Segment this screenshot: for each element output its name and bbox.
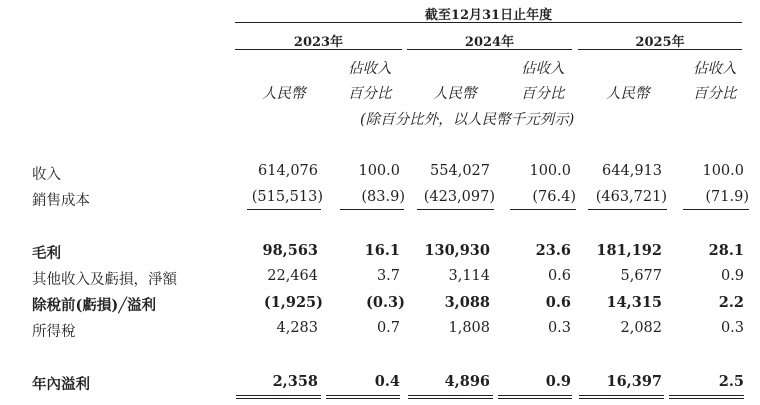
cell-other-2024-pct: 0.6 — [547, 268, 571, 284]
row-label-profit-for-year: 年內溢利 — [32, 376, 90, 393]
pct-header-line1-2023: 佔收入 — [348, 61, 392, 77]
subtotal-rule-2023-rmb — [247, 209, 321, 210]
year-header-2023: 2023年 — [293, 35, 344, 50]
pct-header-line2-2023: 百分比 — [348, 86, 392, 102]
cell-pbt-2023-rmb: (1,925) — [263, 294, 323, 311]
cell-other-2023-pct: 3.7 — [376, 268, 400, 284]
subtotal-rule-2025-pct — [683, 209, 749, 210]
cell-profit-2025-pct: 2.5 — [718, 373, 744, 390]
cell-other-2025-pct: 0.9 — [720, 268, 744, 284]
cell-other-2024-rmb: 3,114 — [448, 268, 490, 284]
period-header: 截至12月31日止年度 — [424, 8, 553, 23]
row-label-other-income: 其他收入及虧損，淨額 — [32, 272, 177, 288]
year-rule-2025 — [578, 49, 742, 50]
cell-tax-2025-rmb: 2,082 — [620, 320, 662, 336]
cell-tax-2023-pct: 0.7 — [376, 320, 400, 336]
subtotal-rule-2023-pct — [340, 209, 404, 210]
period-header-rule — [235, 22, 742, 23]
rmb-header-2025: 人民幣 — [606, 86, 650, 102]
cell-cost-2023-pct: (83.9) — [361, 189, 405, 205]
year-rule-2023 — [235, 49, 402, 50]
cell-gross-2024-rmb: 130,930 — [424, 242, 490, 259]
pct-header-line2-2024: 百分比 — [521, 86, 565, 102]
cell-other-2025-rmb: 5,677 — [620, 268, 662, 284]
cell-gross-2025-rmb: 181,192 — [596, 242, 662, 259]
cell-cost-2023-rmb: (515,513) — [251, 189, 323, 205]
row-label-revenue: 收入 — [32, 167, 61, 183]
subtotal-rule-2024-rmb — [417, 209, 494, 210]
subtotal-rule-2025-rmb — [588, 209, 667, 210]
rmb-header-2024: 人民幣 — [433, 86, 477, 102]
cell-pbt-2024-rmb: 3,088 — [444, 294, 490, 311]
cell-gross-2025-pct: 28.1 — [708, 242, 744, 259]
cell-other-2023-rmb: 22,464 — [267, 268, 318, 284]
cell-profit-2023-rmb: 2,358 — [272, 373, 318, 390]
cell-gross-2024-pct: 23.6 — [535, 242, 571, 259]
total-double-rule-2024-rmb — [408, 395, 493, 399]
cell-tax-2024-rmb: 1,808 — [448, 320, 490, 336]
cell-tax-2023-rmb: 4,283 — [276, 320, 318, 336]
cell-gross-2023-rmb: 98,563 — [262, 242, 318, 259]
cell-revenue-2025-rmb: 644,913 — [602, 163, 662, 179]
cell-tax-2024-pct: 0.3 — [547, 320, 571, 336]
year-header-2024: 2024年 — [464, 35, 515, 50]
cell-revenue-2023-pct: 100.0 — [358, 163, 400, 179]
pct-header-line1-2024: 佔收入 — [521, 61, 565, 77]
cell-pbt-2023-pct: (0.3) — [366, 294, 405, 311]
year-rule-2024 — [407, 49, 572, 50]
total-double-rule-2023-rmb — [236, 395, 321, 399]
cell-pbt-2025-pct: 2.2 — [718, 294, 744, 311]
cell-cost-2024-rmb: (423,097) — [423, 189, 495, 205]
row-label-profit-before-tax: 除稅前(虧損)╱溢利 — [32, 297, 156, 314]
unit-note: (除百分比外，以人民幣千元列示) — [360, 112, 575, 128]
cell-tax-2025-pct: 0.3 — [720, 320, 744, 336]
cell-revenue-2024-rmb: 554,027 — [430, 163, 490, 179]
cell-gross-2023-pct: 16.1 — [364, 242, 400, 259]
total-double-rule-2024-pct — [498, 395, 572, 399]
cell-cost-2025-pct: (71.9) — [705, 189, 749, 205]
rmb-header-2023: 人民幣 — [262, 86, 306, 102]
cell-revenue-2024-pct: 100.0 — [529, 163, 571, 179]
cell-pbt-2025-rmb: 14,315 — [606, 294, 662, 311]
cell-cost-2024-pct: (76.4) — [532, 189, 576, 205]
total-double-rule-2025-rmb — [579, 395, 664, 399]
pct-header-line2-2025: 百分比 — [693, 86, 737, 102]
cell-profit-2024-pct: 0.9 — [545, 373, 571, 390]
cell-revenue-2025-pct: 100.0 — [702, 163, 744, 179]
row-label-gross-profit: 毛利 — [32, 245, 61, 262]
subtotal-rule-2024-pct — [510, 209, 576, 210]
pct-header-line1-2025: 佔收入 — [693, 61, 737, 77]
cell-cost-2025-rmb: (463,721) — [595, 189, 667, 205]
total-double-rule-2023-pct — [326, 395, 400, 399]
cell-revenue-2023-rmb: 614,076 — [258, 163, 318, 179]
total-double-rule-2025-pct — [669, 395, 744, 399]
cell-profit-2025-rmb: 16,397 — [606, 373, 662, 390]
year-header-2025: 2025年 — [635, 35, 685, 50]
row-label-income-tax: 所得稅 — [32, 324, 76, 340]
cell-pbt-2024-pct: 0.6 — [545, 294, 571, 311]
cell-profit-2024-rmb: 4,896 — [444, 373, 490, 390]
row-label-cost-of-sales: 銷售成本 — [32, 193, 90, 209]
cell-profit-2023-pct: 0.4 — [374, 373, 400, 390]
